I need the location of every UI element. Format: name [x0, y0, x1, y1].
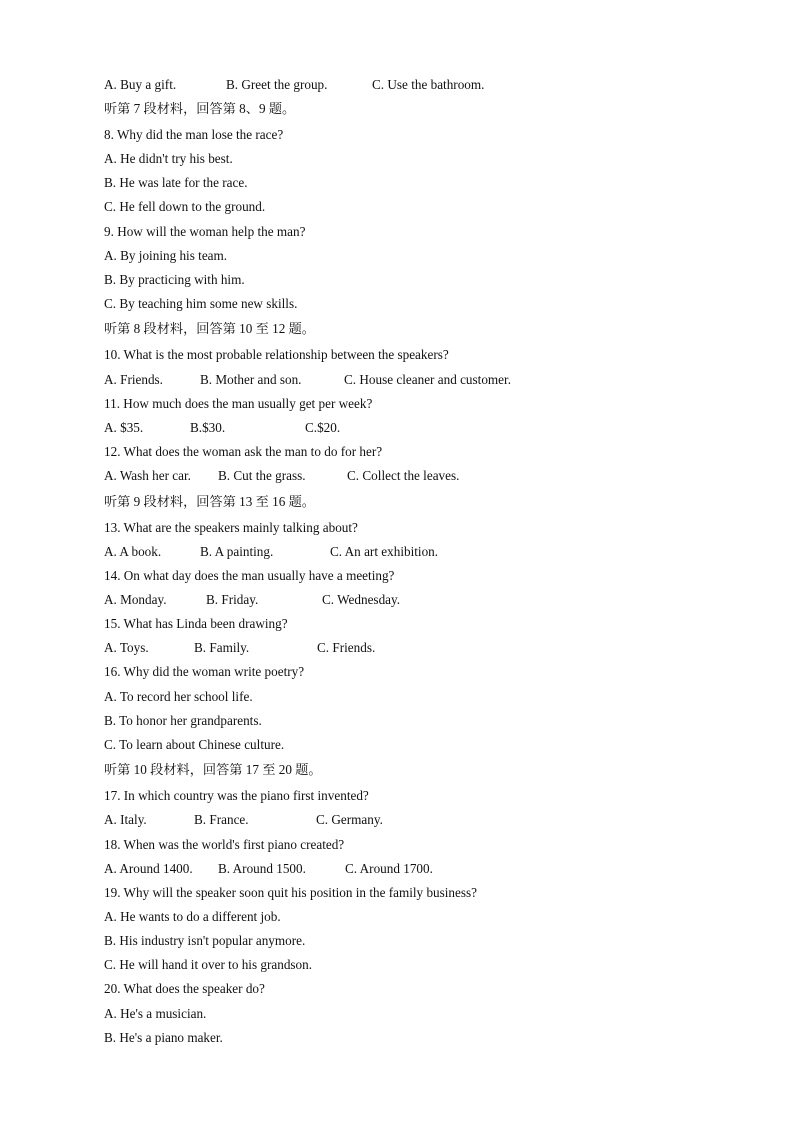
question-19: 19. Why will the speaker soon quit his position in the family business? — [104, 885, 477, 900]
question-18: 18. When was the world's first piano created? — [104, 837, 345, 852]
section-heading-9: 听第 9 段材料，回答第 13 至 16 题。 — [104, 494, 315, 509]
q14-option-b: B. Friday. — [206, 592, 259, 607]
q19-option-b: B. His industry isn't popular anymore. — [104, 933, 306, 948]
q14-option-c: C. Wednesday. — [322, 592, 401, 607]
q13-option-c: C. An art exhibition. — [330, 544, 439, 559]
q11-option-c: C.$20. — [305, 420, 341, 435]
question-16: 16. Why did the woman write poetry? — [104, 664, 305, 679]
question-13: 13. What are the speakers mainly talking about? — [104, 520, 358, 535]
q9-option-c: C. By teaching him some new skills. — [104, 296, 298, 311]
q12-option-c: C. Collect the leaves. — [347, 468, 460, 483]
q12-option-a: A. Wash her car. — [104, 468, 191, 483]
q13-option-b: B. A painting. — [200, 544, 274, 559]
q20-option-b: B. He's a piano maker. — [104, 1030, 223, 1045]
q12-option-b: B. Cut the grass. — [218, 468, 306, 483]
q17-option-b: B. France. — [194, 812, 249, 827]
q10-option-a: A. Friends. — [104, 372, 163, 387]
section-heading-8: 听第 8 段材料，回答第 10 至 12 题。 — [104, 321, 315, 336]
section-heading-10: 听第 10 段材料，回答第 17 至 20 题。 — [104, 762, 322, 777]
q19-option-a: A. He wants to do a different job. — [104, 909, 281, 924]
q15-option-c: C. Friends. — [317, 640, 376, 655]
q10-option-b: B. Mother and son. — [200, 372, 302, 387]
q7-option-c: C. Use the bathroom. — [372, 77, 485, 92]
question-11: 11. How much does the man usually get per week? — [104, 396, 373, 411]
q7-option-a: A. Buy a gift. — [104, 77, 177, 92]
q17-option-c: C. Germany. — [316, 812, 383, 827]
question-14: 14. On what day does the man usually have a meeting? — [104, 568, 395, 583]
q7-option-b: B. Greet the group. — [226, 77, 328, 92]
q18-option-c: C. Around 1700. — [345, 861, 433, 876]
question-12: 12. What does the woman ask the man to do for her? — [104, 444, 383, 459]
q15-option-a: A. Toys. — [104, 640, 149, 655]
question-10: 10. What is the most probable relationship between the speakers? — [104, 347, 449, 362]
question-20: 20. What does the speaker do? — [104, 981, 265, 996]
q16-option-b: B. To honor her grandparents. — [104, 713, 262, 728]
q11-option-a: A. $35. — [104, 420, 144, 435]
q18-option-a: A. Around 1400. — [104, 861, 193, 876]
q16-option-a: A. To record her school life. — [104, 689, 253, 704]
question-17: 17. In which country was the piano first invented? — [104, 788, 369, 803]
q8-option-c: C. He fell down to the ground. — [104, 199, 266, 214]
question-8: 8. Why did the man lose the race? — [104, 127, 284, 142]
question-9: 9. How will the woman help the man? — [104, 224, 306, 239]
q15-option-b: B. Family. — [194, 640, 250, 655]
q11-option-b: B.$30. — [190, 420, 226, 435]
question-15: 15. What has Linda been drawing? — [104, 616, 288, 631]
section-heading-7: 听第 7 段材料，回答第 8、9 题。 — [104, 101, 296, 116]
q13-option-a: A. A book. — [104, 544, 162, 559]
q8-option-a: A. He didn't try his best. — [104, 151, 233, 166]
q10-option-c: C. House cleaner and customer. — [344, 372, 511, 387]
q9-option-a: A. By joining his team. — [104, 248, 228, 263]
q17-option-a: A. Italy. — [104, 812, 147, 827]
q16-option-c: C. To learn about Chinese culture. — [104, 737, 285, 752]
q19-option-c: C. He will hand it over to his grandson. — [104, 957, 313, 972]
q20-option-a: A. He's a musician. — [104, 1006, 207, 1021]
q18-option-b: B. Around 1500. — [218, 861, 306, 876]
q9-option-b: B. By practicing with him. — [104, 272, 245, 287]
q8-option-b: B. He was late for the race. — [104, 175, 248, 190]
q14-option-a: A. Monday. — [104, 592, 167, 607]
